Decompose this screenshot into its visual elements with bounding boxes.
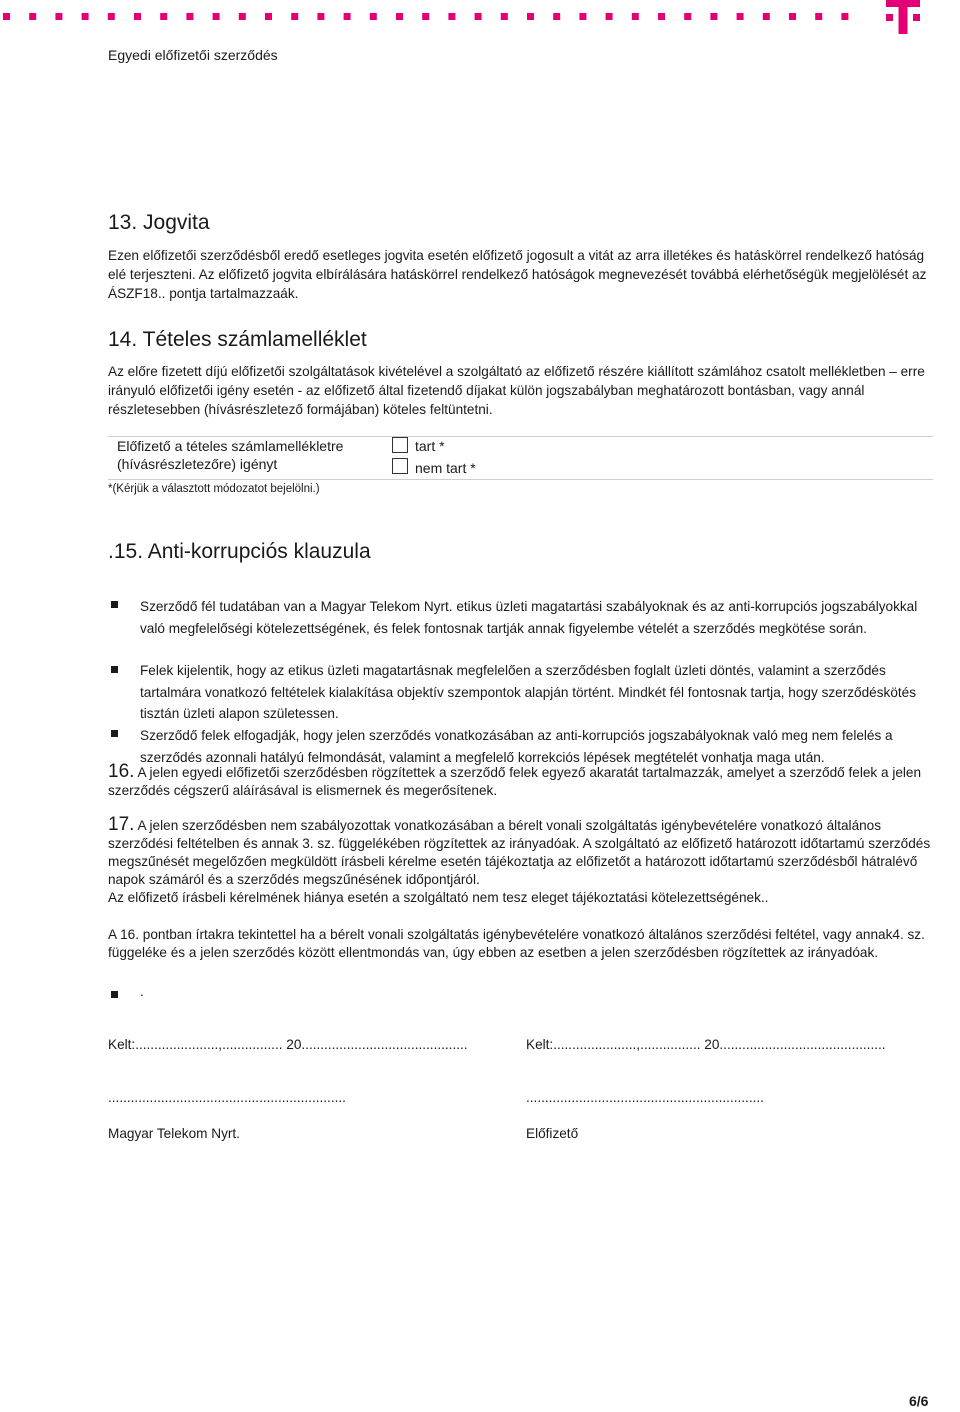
section-14-heading: 14. Tételes számlamelléklet: [108, 328, 367, 351]
brand-dot: [815, 13, 822, 20]
brand-dot: [344, 13, 351, 20]
section-17-text-2: Az előfizető írásbeli kérelmének hiánya esetén a szolgáltató nem tesz eleget tájékoztatási kötelezettségének..: [108, 890, 769, 905]
left-date-line: Kelt:......................,................ 20............................................: [108, 1037, 468, 1052]
section-15-bullet-2: Felek kijelentik, hogy az etikus üzleti magatartásnak megfelelően a szerződésben foglalt üzleti döntés, valamint a szerződés tartalmára vonatkozó feltételek kialakítása objektív szempontok alapján történt. Mindkét fél fontosnak tartja, hogy szerződéskötés tisztán üzleti alapon születessen.: [140, 663, 917, 721]
brand-dot: [737, 13, 744, 20]
section-17-text: A jelen szerződésben nem szabályozottak vonatkozásában a bérelt vonali szolgáltatás igénybevételére vonatkozó általános szerződési feltételben és annak 3. sz. függelékében rögzítettek az irányadóak. A szolgáltató az előfizető határozott időtartamú szerződés megszűnését megelőzően megküldött írásbeli kérelme esetén tájékoztatja az előfizetőt a határozott időtartamú szerződésből hátralévő napok számáról és a szerződés megszűnésének időpontjáról.: [108, 818, 931, 887]
section-16-text: A jelen egyedi előfizetői szerződésben rögzítettek a szerződő felek egyező akaratát tartalmazzák, amelyet a szerződő felek a jelen szerződés cégszerű aláírásával is elismernek és megerősítenek.: [108, 765, 922, 798]
section-16-number: 16.: [108, 761, 135, 782]
brand-dot: [291, 13, 298, 20]
form-note: *(Kérjük a választott módozatot bejelölni.): [108, 483, 320, 495]
bullet-marker: [111, 666, 118, 673]
telekom-t-logo-icon: [883, 0, 923, 40]
brand-dot: [632, 13, 639, 20]
brand-dot: [134, 13, 141, 20]
form-label: Előfizető a tételes számlamellékletre (hívásrészletezőre) igényt: [117, 438, 344, 472]
section-17-text-3: A 16. pontban írtakra tekintettel ha a bérelt vonali szolgáltatás igénybevételére vonatkozó általános szerződési feltétel, vagy annak4. sz. függeléke és a jelen szerződés között ellentmondás van, úgy ebben az esetben a jelen szerződésben rögzítettek az irányadóak.: [108, 927, 925, 960]
checkbox-tart-label: tart *: [415, 438, 445, 454]
brand-dot: [265, 13, 272, 20]
section-17-paragraph: [108, 816, 938, 889]
section-13-heading: 13. Jogvita: [108, 211, 210, 234]
brand-dot: [475, 13, 482, 20]
brand-dot: [579, 13, 586, 20]
checkbox-tart[interactable]: [392, 437, 408, 453]
section-14-text: Az előre fizetett díjú előfizetői szolgáltatások kivételével a szolgáltató az előfizető részére kiállított számlához csatolt mellékletben – erre irányuló előfizetői igény esetén - az előfizető által fizetendő díjakat külön jogszabályban meghatározott bontásban, vagy annál részletesebben (hívásrészletező formájában) köteles feltüntetni.: [108, 364, 925, 417]
checkbox-nem-tart-label: nem tart *: [415, 460, 476, 476]
brand-dot: [763, 13, 770, 20]
left-signatory-name: Magyar Telekom Nyrt.: [108, 1126, 240, 1141]
page-number: 6/6: [909, 1393, 929, 1409]
section-15-bullet-1: Szerződő fél tudatában van a Magyar Telekom Nyrt. etikus üzleti magatartási szabályoknak és az anti-korrupciós jogszabályokkal való megfelelőségi kötelezettségének, és felek fontosnak tartják annak figyelembe vételét a szerződés megkötése során.: [140, 599, 918, 636]
brand-dot: [527, 13, 534, 20]
brand-dot: [213, 13, 220, 20]
bullet-marker: [111, 730, 118, 737]
section-15-bullet-3: Szerződő felek elfogadják, hogy jelen szerződés vonatkozásában az anti-korrupciós jogszabályoknak való meg nem felelés a szerződés azonnali hatályú felmondását, valamint a megfelelő korrekciós lépések megtételét vonhatja maga után.: [140, 728, 893, 765]
itemized-bill-form: [108, 436, 933, 480]
left-signature-line: ...............................................................: [108, 1090, 346, 1105]
brand-dot: [841, 13, 848, 20]
form-divider-bottom: [108, 479, 933, 480]
section-15-heading: .15. Anti-korrupciós klauzula: [108, 540, 371, 563]
bullet-marker: [111, 991, 118, 998]
checkbox-nem-tart[interactable]: [392, 458, 408, 474]
section-16-paragraph: [108, 763, 938, 800]
right-signatory-name: Előfizető: [526, 1126, 579, 1141]
brand-dot: [658, 13, 665, 20]
brand-dot: [186, 13, 193, 20]
decorative-dot-row: [0, 12, 870, 22]
brand-dot: [606, 13, 613, 20]
brand-dot: [422, 13, 429, 20]
brand-dot: [29, 13, 36, 20]
document-title: Egyedi előfizetői szerződés: [108, 47, 278, 63]
brand-dot: [370, 13, 377, 20]
brand-dot: [108, 13, 115, 20]
brand-dot: [501, 13, 508, 20]
section-17-bullet-dot: .: [140, 984, 144, 999]
brand-dot: [684, 13, 691, 20]
brand-dot: [239, 13, 246, 20]
brand-dot: [710, 13, 717, 20]
bullet-marker: [111, 601, 118, 608]
brand-dot: [448, 13, 455, 20]
brand-dot: [160, 13, 167, 20]
brand-dot: [396, 13, 403, 20]
brand-dot: [553, 13, 560, 20]
section-17-number: 17.: [108, 814, 135, 835]
right-signature-line: ...............................................................: [526, 1090, 764, 1105]
brand-dot: [789, 13, 796, 20]
section-13-text: Ezen előfizetői szerződésből eredő esetleges jogvita esetén előfizető jogosult a vitát az arra illetékes és hatáskörrel rendelkező hatóság elé terjeszteni. Az előfizető jogvita elbírálására hatáskörrel rendelkező hatóságok megnevezését továbbá elérhetőségük megjelölését az ÁSZF18.. pontja tartalmazzaák.: [108, 248, 927, 301]
brand-dot: [3, 13, 10, 20]
brand-dot: [82, 13, 89, 20]
right-date-line: Kelt:......................,................ 20............................................: [526, 1037, 886, 1052]
brand-dot: [55, 13, 62, 20]
brand-dot: [317, 13, 324, 20]
